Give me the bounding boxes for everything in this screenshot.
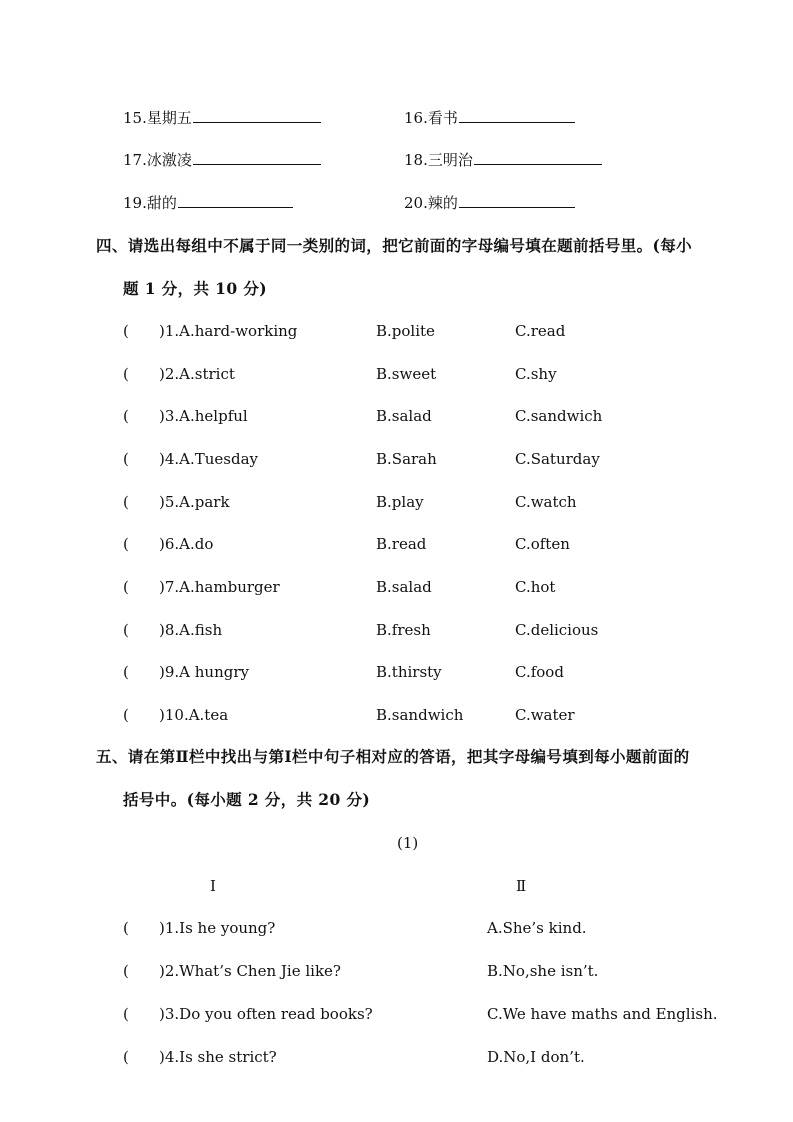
option-a: )10.A.tea [159,706,229,724]
section-5-title-line2: 括号中。(每小题 2 分，共 20 分) [123,790,371,809]
answer-blank[interactable] [474,150,602,165]
option-a: )7.A.hamburger [159,578,280,596]
answer-paren[interactable]: ( [123,706,129,724]
option-a: )1.A.hard-working [159,322,298,340]
column-header-1: Ⅰ [210,877,216,895]
answer-option: B.No,she isn’t. [487,962,599,980]
answer-paren[interactable]: ( [123,493,129,511]
option-c: C.food [515,663,564,681]
vocab-label: 18.三明治 [404,151,473,169]
column-header-2: Ⅱ [516,877,527,895]
option-b: B.thirsty [376,663,442,681]
answer-paren[interactable]: ( [123,1048,129,1066]
option-b: B.salad [376,578,432,596]
answer-option: A.She’s kind. [487,919,587,937]
option-c: C.water [515,706,575,724]
vocab-label: 20.辣的 [404,194,458,212]
vocab-item-16 [404,108,575,128]
question: )2.What’s Chen Jie like? [159,962,341,980]
option-b: B.Sarah [376,450,437,468]
option-a: )5.A.park [159,493,230,511]
answer-blank[interactable] [193,108,321,123]
answer-blank[interactable] [459,108,575,123]
answer-paren[interactable]: ( [123,663,129,681]
option-c: C.Saturday [515,450,600,468]
section-4-title-line2: 题 1 分，共 10 分) [123,279,267,298]
section-5-title-line1: 五、请在第Ⅱ栏中找出与第Ⅰ栏中句子相对应的答语，把其字母编号填到每小题前面的 [96,747,690,766]
option-a: )2.A.strict [159,365,235,383]
answer-blank[interactable] [193,150,321,165]
answer-blank[interactable] [459,193,575,208]
vocab-label: 16.看书 [404,109,458,127]
answer-paren[interactable]: ( [123,919,129,937]
option-b: B.polite [376,322,435,340]
vocab-label: 19.甜的 [123,194,177,212]
option-c: C.delicious [515,621,599,639]
answer-option: C.We have maths and English. [487,1005,718,1023]
question: )1.Is he young? [159,919,276,937]
vocab-label: 17.冰激凌 [123,151,192,169]
option-a: )8.A.fish [159,621,223,639]
vocab-item-20 [404,193,575,213]
option-c: C.read [515,322,566,340]
answer-paren[interactable]: ( [123,578,129,596]
option-b: B.play [376,493,424,511]
option-b: B.fresh [376,621,431,639]
vocab-item-19 [123,193,293,213]
vocab-item-18 [404,150,602,170]
answer-option: D.No,I don’t. [487,1048,585,1066]
option-b: B.read [376,535,427,553]
option-c: C.watch [515,493,577,511]
option-c: C.often [515,535,570,553]
answer-paren[interactable]: ( [123,535,129,553]
option-b: B.salad [376,407,432,425]
answer-paren[interactable]: ( [123,322,129,340]
answer-paren[interactable]: ( [123,621,129,639]
option-a: )4.A.Tuesday [159,450,259,468]
option-c: C.sandwich [515,407,603,425]
option-c: C.shy [515,365,557,383]
section-4-title-line1: 四、请选出每组中不属于同一类别的词，把它前面的字母编号填在题前括号里。(每小 [96,236,693,255]
option-a: )9.A hungry [159,663,249,681]
answer-blank[interactable] [178,193,293,208]
answer-paren[interactable]: ( [123,450,129,468]
answer-paren[interactable]: ( [123,407,129,425]
answer-paren[interactable]: ( [123,962,129,980]
part-number: (1) [397,834,419,852]
answer-paren[interactable]: ( [123,1005,129,1023]
vocab-item-17 [123,150,321,170]
vocab-label: 15.星期五 [123,109,192,127]
option-a: )3.A.helpful [159,407,248,425]
option-b: B.sandwich [376,706,464,724]
option-a: )6.A.do [159,535,214,553]
option-b: B.sweet [376,365,437,383]
vocab-item-15 [123,108,321,128]
question: )4.Is she strict? [159,1048,277,1066]
answer-paren[interactable]: ( [123,365,129,383]
option-c: C.hot [515,578,556,596]
question: )3.Do you often read books? [159,1005,373,1023]
